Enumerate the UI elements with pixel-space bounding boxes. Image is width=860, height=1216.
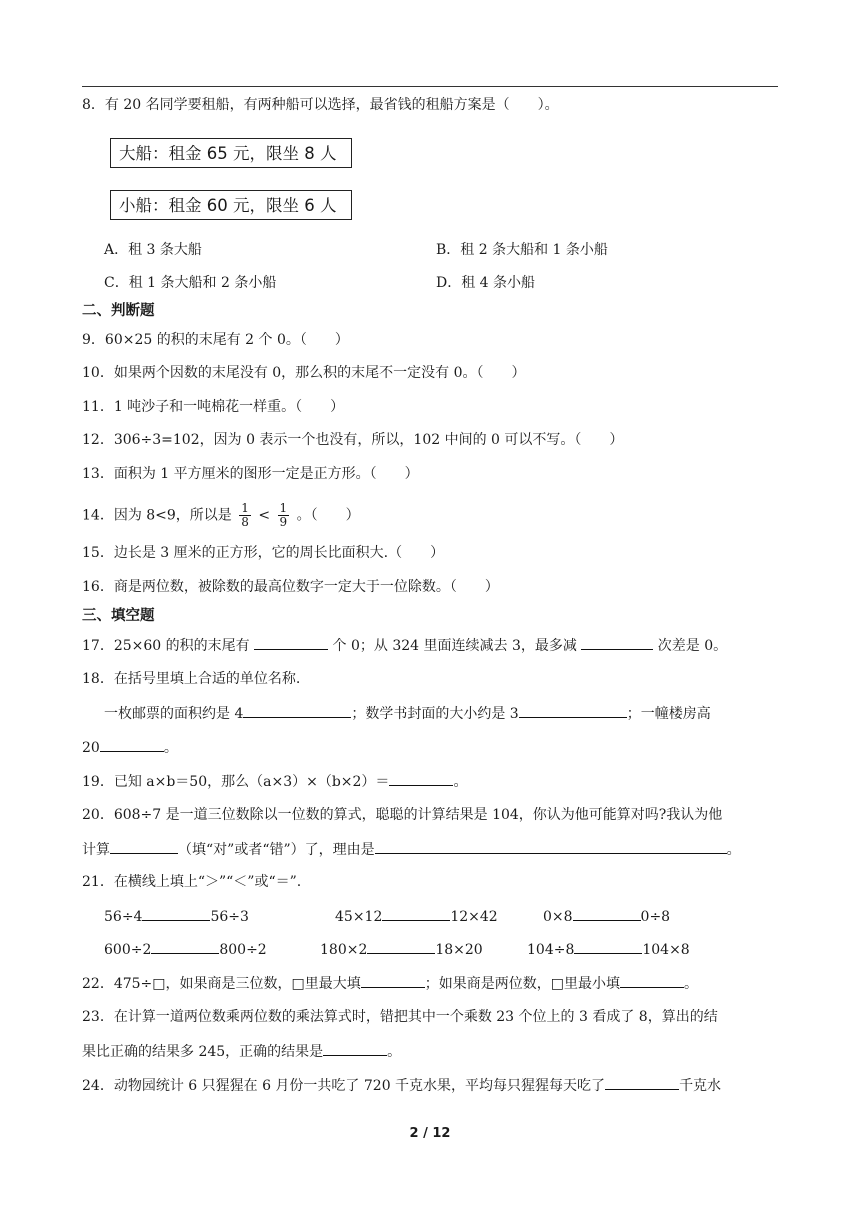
option-b[interactable]: B．租 2 条大船和 1 条小船 (436, 242, 608, 258)
answer-blank[interactable] (151, 939, 219, 954)
answer-blank[interactable] (243, 703, 351, 718)
answer-blank[interactable] (142, 906, 210, 921)
answer-blank[interactable] (382, 906, 450, 921)
question-11: 11．1 吨沙子和一吨棉花一样重。（ ） (82, 399, 345, 415)
answer-blank[interactable] (361, 973, 425, 988)
answer-blank[interactable] (323, 1041, 387, 1056)
header-rule (82, 86, 778, 87)
section-heading-fill-in: 三、填空题 (82, 608, 155, 624)
question-23-line-2: 果比正确的结果多 245，正确的结果是 。 (82, 1041, 401, 1062)
answer-blank[interactable] (581, 635, 653, 650)
answer-blank[interactable] (110, 839, 178, 854)
option-a[interactable]: A．租 3 条大船 (104, 242, 202, 258)
question-12: 12．306÷3=102，因为 0 表示一个也没有，所以，102 中间的 0 可以不写。（ ） (82, 432, 624, 448)
question-24: 24．动物园统计 6 只猩猩在 6 月份一共吃了 720 千克水果，平均每只猩猩每天吃了 千克水 (82, 1075, 721, 1096)
compare-item: 600÷2 800÷2 (104, 939, 267, 960)
question-17: 17．25×60 的积的末尾有 个 0；从 324 里面连续减去 3，最多减 次差是 0。 (82, 635, 727, 656)
question-23: 23．在计算一道两位数乘两位数的乘法算式时，错把其中一个乘数 23 个位上的 3 看成了 8，算出的结 (82, 1009, 718, 1025)
option-c[interactable]: C．租 1 条大船和 2 条小船 (104, 275, 277, 291)
question-19: 19．已知 a×b＝50，那么（a×3）×（b×2）＝ 。 (82, 771, 467, 792)
large-boat-info-box: 大船：租金 65 元，限坐 8 人 (110, 138, 352, 168)
answer-blank[interactable] (389, 771, 453, 786)
question-20: 20．608÷7 是一道三位数除以一位数的算式，聪聪的计算结果是 104，你认为他可能算对吗?我认为他 (82, 807, 723, 823)
question-10: 10．如果两个因数的末尾没有 0，那么积的末尾不一定没有 0。（ ） (82, 365, 526, 381)
question-15: 15．边长是 3 厘米的正方形，它的周长比面积大.（ ） (82, 545, 445, 561)
answer-blank[interactable] (254, 635, 328, 650)
question-13: 13．面积为 1 平方厘米的图形一定是正方形。（ ） (82, 466, 419, 482)
small-boat-info-box: 小船：租金 60 元，限坐 6 人 (110, 190, 352, 220)
question-18: 18．在括号里填上合适的单位名称. (82, 671, 301, 687)
section-heading-judgment: 二、判断题 (82, 303, 155, 319)
fraction-one-eighth: $\frac{1}{8}$ (241, 501, 249, 529)
question-14: 14．因为 8<9，所以是 $\frac{1}{8}$ < $\frac{1}{9}$ 。（ ） (82, 501, 360, 529)
question-16: 16．商是两位数，被除数的最高位数字一定大于一位除数。（ ） (82, 579, 499, 595)
fraction-one-ninth: $\frac{1}{9}$ (279, 501, 288, 529)
answer-blank[interactable] (375, 839, 727, 854)
compare-item: 104÷8 104×8 (527, 939, 690, 960)
compare-item: 56÷4 56÷3 (104, 906, 249, 927)
answer-blank[interactable] (100, 737, 164, 752)
question-21: 21．在横线上填上“＞”“＜”或“＝”. (82, 874, 302, 890)
answer-blank[interactable] (367, 939, 435, 954)
answer-blank[interactable] (620, 973, 684, 988)
question-18-line-2: 一枚邮票的面积约是 4 ；数学书封面的大小约是 3 ；一幢楼房高 (104, 703, 711, 724)
question-8: 8．有 20 名同学要租船，有两种船可以选择，最省钱的租船方案是（ ）。 (82, 97, 559, 113)
compare-item: 45×12 12×42 (335, 906, 498, 927)
answer-blank[interactable] (605, 1075, 679, 1090)
answer-blank[interactable] (573, 906, 641, 921)
question-22: 22．475÷□，如果商是三位数，□里最大填 ；如果商是两位数，□里最小填 。 (82, 973, 698, 994)
answer-blank[interactable] (574, 939, 642, 954)
answer-blank[interactable] (519, 703, 627, 718)
question-18-line-3: 20 。 (82, 737, 178, 758)
compare-item: 0×8 0÷8 (543, 906, 670, 927)
option-d[interactable]: D．租 4 条小船 (436, 275, 536, 291)
question-9: 9．60×25 的积的末尾有 2 个 0。（ ） (82, 332, 349, 348)
page-number: 2 / 12 (409, 1126, 451, 1141)
compare-item: 180×2 18×20 (320, 939, 483, 960)
question-20-line-2: 计算 （填“对”或者“错”）了，理由是 。 (82, 839, 741, 860)
